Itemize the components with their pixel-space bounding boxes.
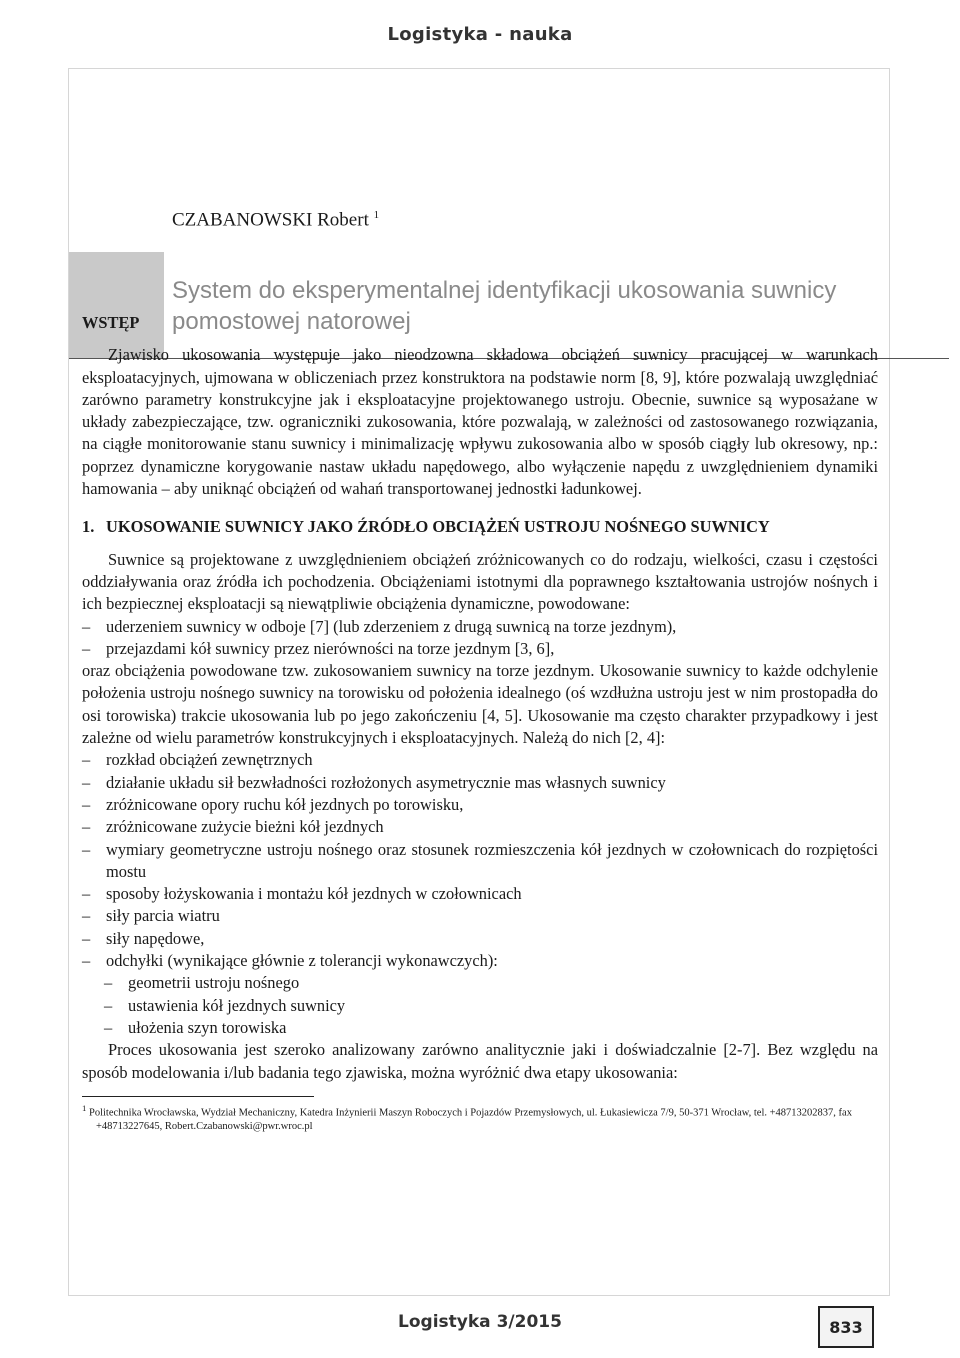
footnote-text: Politechnika Wrocławska, Wydział Mechaniczny, Katedra Inżynierii Maszyn Roboczych i Pojazdów Przemysłowych, ul. Łukasiewicza 7/9, 50-371 Wrocław, tel. +48713202837, fax +48713227645, Robert.Czabanowski@pwr.wroc.pl bbox=[89, 1107, 852, 1133]
author-footnote-mark: 1 bbox=[373, 209, 380, 221]
page-number-box: 833 bbox=[818, 1306, 874, 1348]
footnote bbox=[82, 1101, 878, 1135]
dynamic-loads-list bbox=[82, 616, 878, 661]
article-title-line-1: System do eksperymentalnej identyfikacji ukosowania suwnicy bbox=[172, 277, 837, 304]
section-1-heading bbox=[82, 516, 878, 538]
intro-paragraph: Zjawisko ukosowania występuje jako nieodzowna składowa obciążeń suwnicy pracującej w warunkach eksploatacyjnych, ujmowana w obliczeniach przez konstruktora na podstawie norm [8, 9], które pozwalają uwzględniać zarówno parametry konstrukcyjne jak i eksploatacyjne projektowanego ustroju. Obecnie, suwnice są wyposażane w układy zabezpieczające, tzw. ograniczniki zukosowania, które pozwalają, w zależności od zastosowanego rozwiązania, na ciągłe monitorowanie stanu suwnicy i minimalizację wpływu zukosowania albo w sposób ciągły lub okresowy, np.: poprzez dynamiczne korygowanie nastaw układu napędowego, albo wyłączenie napędu z uwzględnieniem dynamiki hamowania – aby uniknąć obciążeń od wahań transportowanej jednostki ładunkowej. bbox=[82, 345, 878, 499]
list-item: – zróżnicowane opory ruchu kół jezdnych po torowisku, bbox=[82, 794, 878, 816]
skew-factors-list bbox=[82, 749, 878, 972]
footnote-mark: 1 bbox=[82, 1102, 87, 1113]
tolerance-sublist bbox=[82, 972, 878, 1039]
journal-issue-footer: Logistyka 3/2015 bbox=[398, 1312, 562, 1332]
list-item: – rozkład obciążeń zewnętrznych bbox=[82, 749, 878, 771]
section-1-paragraph-2: oraz obciążenia powodowane tzw. zukosowaniem suwnicy na torze jezdnym. Ukosowanie suwnicy to każde odchylenie położenia ustroju nośnego suwnicy na torowisku od położenia idealnego (oś wzdłużna ustroju jest w nim prostopadła do osi torowiska) trakcie ukosowania lub po jego zakończeniu [4, 5]. Ukosowanie ma często charakter przypadkowy i jest zależne od wielu parametrów konstrukcyjnych i eksploatacyjnych. Należą do nich [2, 4]: bbox=[82, 661, 878, 748]
author-name bbox=[172, 209, 379, 231]
journal-section-header: Logistyka - nauka bbox=[387, 24, 573, 45]
list-item: – sposoby łożyskowania i montażu kół jezdnych w czołownicach bbox=[82, 883, 878, 905]
list-item: – uderzeniem suwnicy w odboje [7] (lub zderzeniem z drugą suwnicą na torze jezdnym), bbox=[82, 616, 878, 638]
list-item: – siły parcia wiatru bbox=[82, 905, 878, 927]
list-item: – ułożenia szyn torowiska bbox=[82, 1017, 878, 1039]
section-1-title: UKOSOWANIE SUWNICY JAKO ŹRÓDŁO OBCIĄŻEŃ USTROJU NOŚNEGO SUWNICY bbox=[106, 517, 770, 537]
section-1-number: 1. bbox=[82, 517, 95, 537]
author-name-text: CZABANOWSKI Robert bbox=[172, 209, 369, 231]
intro-heading: WSTĘP bbox=[82, 313, 140, 332]
list-item: – przejazdami kół suwnicy przez nierówności na torze jezdnym [3, 6], bbox=[82, 638, 878, 660]
list-item: – zróżnicowane zużycie bieżni kół jezdnych bbox=[82, 816, 878, 838]
section-1-paragraph-1: Suwnice są projektowane z uwzględnieniem obciążeń zróżnicowanych co do rodzaju, wielkości, czasu i częstości oddziaływania oraz źródła ich pochodzenia. Obciążeniami istotnymi dla poprawnego kształtowania ustrojów nośnych i ich bezpiecznej eksploatacji są niewątpliwie obciążenia dynamiczne, powodowane: bbox=[82, 549, 878, 614]
list-item: – geometrii ustroju nośnego bbox=[82, 972, 878, 994]
list-item: – wymiary geometryczne ustroju nośnego oraz stosunek rozmieszczenia kół jezdnych w czołownicach do rozpiętości mostu bbox=[82, 839, 878, 884]
list-item: – siły napędowe, bbox=[82, 928, 878, 950]
list-item: – działanie układu sił bezwładności rozłożonych asymetrycznie mas własnych suwnicy bbox=[82, 772, 878, 794]
list-item: – odchyłki (wynikające głównie z tolerancji wykonawczych): bbox=[82, 950, 878, 972]
section-1-paragraph-3: Proces ukosowania jest szeroko analizowany zarówno analitycznie jaki i doświadczalnie [2-7]. Bez względu na sposób modelowania i/lub badania tego zjawiska, można wyróżnić dwa etapy ukosowania: bbox=[82, 1040, 878, 1082]
article-body bbox=[82, 312, 878, 1134]
article-title-line-2: pomostowej natorowej bbox=[172, 308, 411, 335]
footnote-divider bbox=[82, 1096, 314, 1097]
list-item: – ustawienia kół jezdnych suwnicy bbox=[82, 995, 878, 1017]
